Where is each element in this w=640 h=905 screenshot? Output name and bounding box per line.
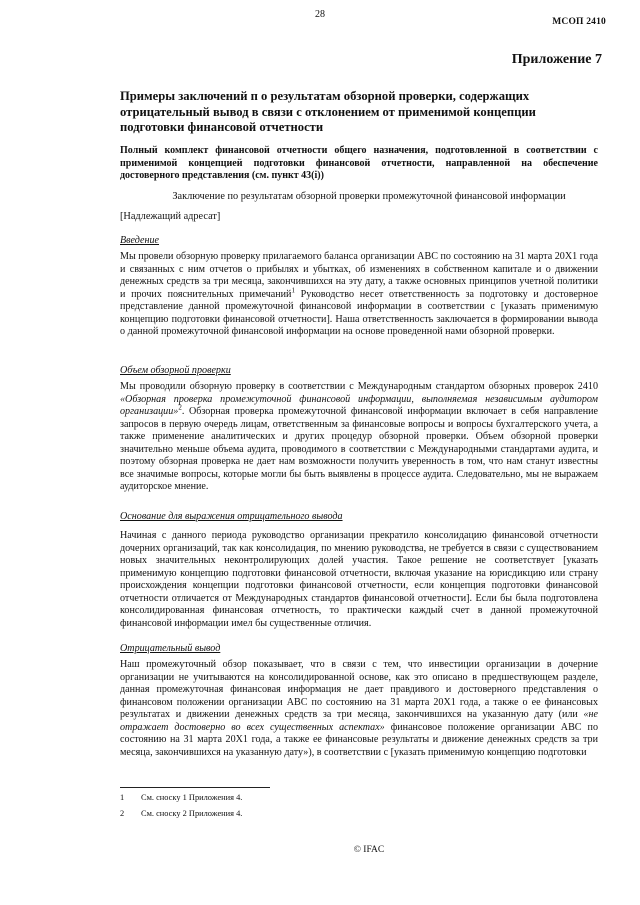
footnote-1	[120, 793, 242, 802]
section-heading-intro	[120, 235, 159, 246]
scope-standard-title: «Обзорная проверка промежуточной финансовой информации, выполняемая независимым аудитором организации»	[120, 393, 598, 418]
footnote-2-text: См. сноску 2 Приложения 4.	[141, 809, 243, 818]
paragraph-intro	[120, 251, 598, 339]
negative-italic-phrase: «не отражает достоверно во всех существенных аспектах»	[120, 709, 598, 733]
section-heading-scope	[120, 365, 231, 376]
footnote-divider	[120, 787, 270, 788]
section-heading-negative	[120, 643, 220, 654]
footnote-ref-2[interactable]: 2	[178, 403, 182, 412]
footnote-ref-1[interactable]: 1	[291, 286, 295, 295]
copyright: © IFAC	[353, 845, 385, 855]
basis-text: Начиная с данного периода руководство организации прекратило консолидацию финансовой отчетности дочерних организаций, так как консолидация, по мнению руководства, не требуется в связи с существованием новых значительных неконтролирующих долей участия. Такое решение не соответствует [указать применимую концепцию подготовки финансовой отчетности, включая указание на юрисдикцию или страну происхождения концепции подготовки финансовой отчетности, если концепция подготовки финансовой отчетности отличается от Международных стандартов финансовой отчетности]. Если бы была подготовлена консолидированная финансовая отчетность, то практически каждый счет в данной промежуточной финансовой информации имел бы существенные отличия.	[120, 530, 598, 629]
section-heading-intro-text: Введение	[120, 235, 160, 246]
subtitle: Полный комплект финансовой отчетности общего назначения, подготовленной в соответствии с применимой концепцией подготовки финансовой отчетности, направленной на обеспечение достоверного представления (см. пункт 43(i))	[120, 145, 598, 182]
footnote-1-text: См. сноску 1 Приложения 4.	[141, 793, 243, 802]
negative-text-a: Наш промежуточный обзор показывает, что в связи с тем, что инвестиции организации в дочерние организации не учитываются на консолидированной основе, как это описано в предшествующем разделе, данная промежуточная финансовая информация не дает правдивого и достоверного представления о финансовом положении организации ABC по состоянию на 31 марта 20X1 года, а также о ее финансовых результатах и движении денежных средств за три месяца, закончившихся на указанную дату (или	[120, 659, 598, 721]
paragraph-basis	[120, 530, 598, 630]
intro-text-a: Мы провели обзорную проверку прилагаемого баланса организации ABC по состоянию на 31 марта 20X1 года и связанных с ним отчетов о прибылях и убытках, об изменениях в собственном капитале и о движении денежных средств за три месяца, закончившихся на эту дату, а также основных принципов учетной политики и прочих пояснительных примечаний	[120, 251, 598, 300]
section-heading-negative-text: Отрицательный вывод	[120, 643, 221, 654]
footnote-1-number: 1	[120, 793, 125, 802]
paragraph-negative	[120, 659, 598, 759]
page-title: Примеры заключений п о результатам обзорной проверки, содержащих отрицательный вывод в связи с отклонением от применимой концепции подготовки финансовой отчетности	[120, 89, 536, 134]
scope-text-b: . Обзорная проверка промежуточной финансовой информации включает в себя направление запросов в первую очередь лицам, ответственным за финансовые вопросы и вопросы бухгалтерского учета, а также применение аналитических и других процедур обзорной проверки. Объем обзорной проверки значительно меньше объема аудита, проводимого в соответствии с Международными стандартами аудита, и поэтому обзорная проверка не дает нам возможности получить уверенность в том, что нам станут известны все значимые вопросы, которые могли бы быть выявлены в процессе аудита. Следовательно, мы не выражаем аудиторское мнение.	[120, 406, 598, 493]
document-code: МСОП 2410	[552, 17, 606, 27]
intro-text-b: Руководство несет ответственность за подготовку и достоверное представление данной промежуточной финансовой информации в соответствии с [указать применимую концепцию подготовки финансовой отчетности]. Наша ответственность заключается в формировании вывода о данной промежуточной финансовой информации на основе проведенной нами обзорной проверки.	[120, 288, 598, 338]
paragraph-scope	[120, 381, 598, 494]
negative-text-b: финансовое положение организации ABC по состоянию на 31 марта 20X1 года, а также ее финансовые результаты и движение денежных средств за три месяца, закончившихся на указанную дату»), в соответствии с [указать применимую концепцию подготовки	[120, 721, 598, 758]
footnote-2-number: 2	[120, 809, 125, 818]
section-heading-basis-text: Основание для выражения отрицательного вывода	[120, 511, 343, 522]
section-heading-basis	[120, 511, 343, 522]
footnote-2	[120, 809, 242, 818]
addressee: [Надлежащий адресат]	[120, 211, 221, 222]
appendix-label: Приложение 7	[511, 52, 602, 67]
page-number: 28	[315, 9, 325, 20]
report-title: Заключение по результатам обзорной проверки промежуточной финансовой информации	[172, 191, 566, 202]
scope-text-a: Мы проводили обзорную проверку в соответствии с Международным стандартом обзорных проверок 2410	[120, 381, 598, 392]
section-heading-scope-text: Объем обзорной проверки	[120, 365, 231, 376]
